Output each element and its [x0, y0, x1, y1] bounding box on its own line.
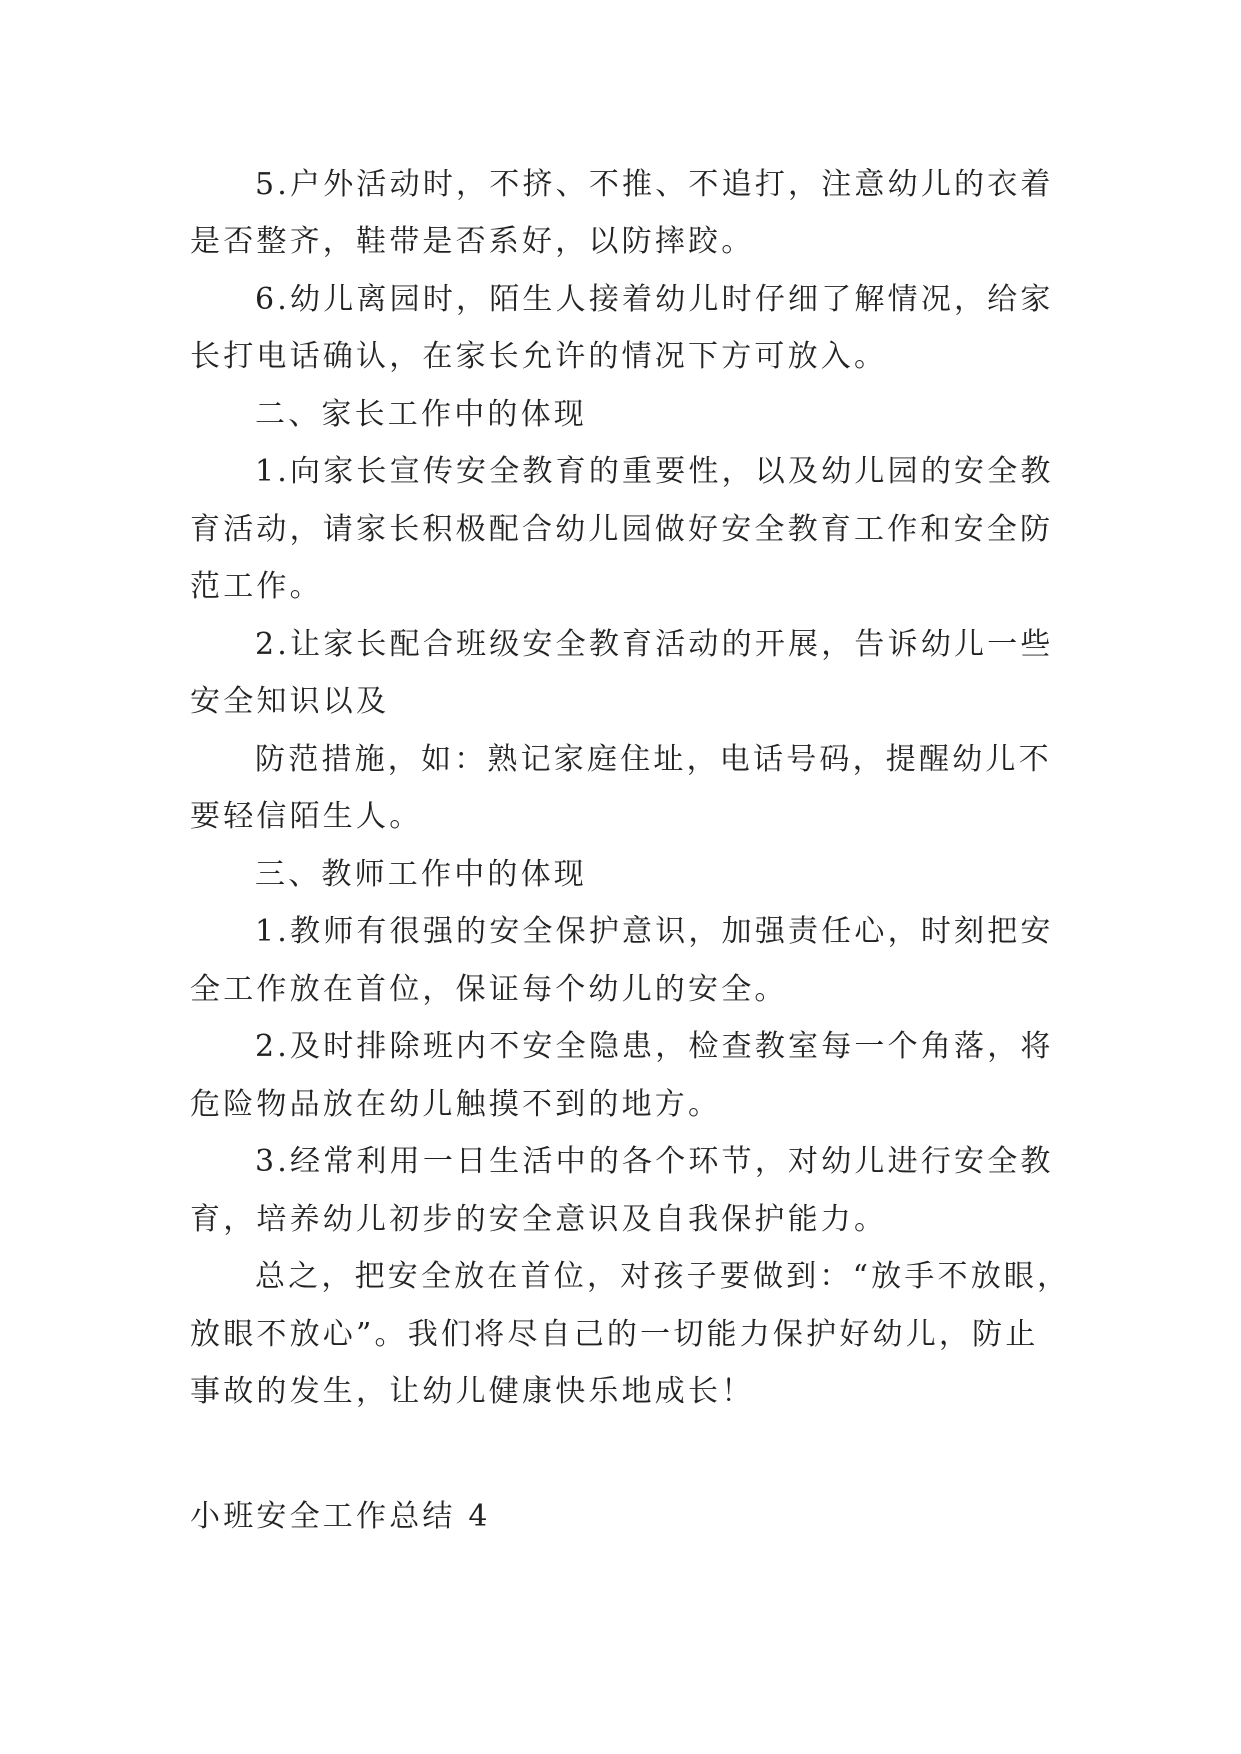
text-line: 育活动，请家长积极配合幼儿园做好安全教育工作和安全防	[190, 512, 1054, 547]
text-line: 1.向家长宣传安全教育的重要性，以及幼儿园的安全教	[255, 454, 1054, 489]
text-line: 放眼不放心”。我们将尽自己的一切能力保护好幼儿，防止	[190, 1317, 1039, 1352]
text-line: 总之，把安全放在首位，对孩子要做到：“放手不放眼，	[255, 1259, 1071, 1294]
section-heading: 二、家长工作中的体现	[255, 397, 587, 432]
text-line: 要轻信陌生人。	[190, 799, 423, 834]
text-line: 范工作。	[190, 569, 323, 604]
section-heading: 三、教师工作中的体现	[255, 857, 587, 892]
text-line: 长打电话确认，在家长允许的情况下方可放入。	[190, 339, 888, 374]
text-line: 危险物品放在幼儿触摸不到的地方。	[190, 1087, 722, 1122]
text-line: 2.让家长配合班级安全教育活动的开展，告诉幼儿一些	[255, 627, 1054, 662]
text-line: 6.幼儿离园时，陌生人接着幼儿时仔细了解情况，给家	[255, 282, 1054, 317]
text-line: 是否整齐，鞋带是否系好，以防摔跤。	[190, 224, 755, 259]
text-line: 5.户外活动时，不挤、不推、不追打，注意幼儿的衣着	[255, 167, 1054, 202]
text-line: 1.教师有很强的安全保护意识，加强责任心，时刻把安	[255, 914, 1054, 949]
text-line: 全工作放在首位，保证每个幼儿的安全。	[190, 972, 788, 1007]
text-line: 3.经常利用一日生活中的各个环节，对幼儿进行安全教	[255, 1144, 1054, 1179]
text-line: 防范措施，如：熟记家庭住址，电话号码，提醒幼儿不	[255, 742, 1052, 777]
document-title: 小班安全工作总结 4	[190, 1499, 491, 1534]
text-line: 安全知识以及	[190, 684, 390, 719]
text-line: 2.及时排除班内不安全隐患，检查教室每一个角落，将	[255, 1029, 1054, 1064]
text-line: 育，培养幼儿初步的安全意识及自我保护能力。	[190, 1202, 888, 1237]
text-line: 事故的发生，让幼儿健康快乐地成长！	[190, 1374, 755, 1409]
